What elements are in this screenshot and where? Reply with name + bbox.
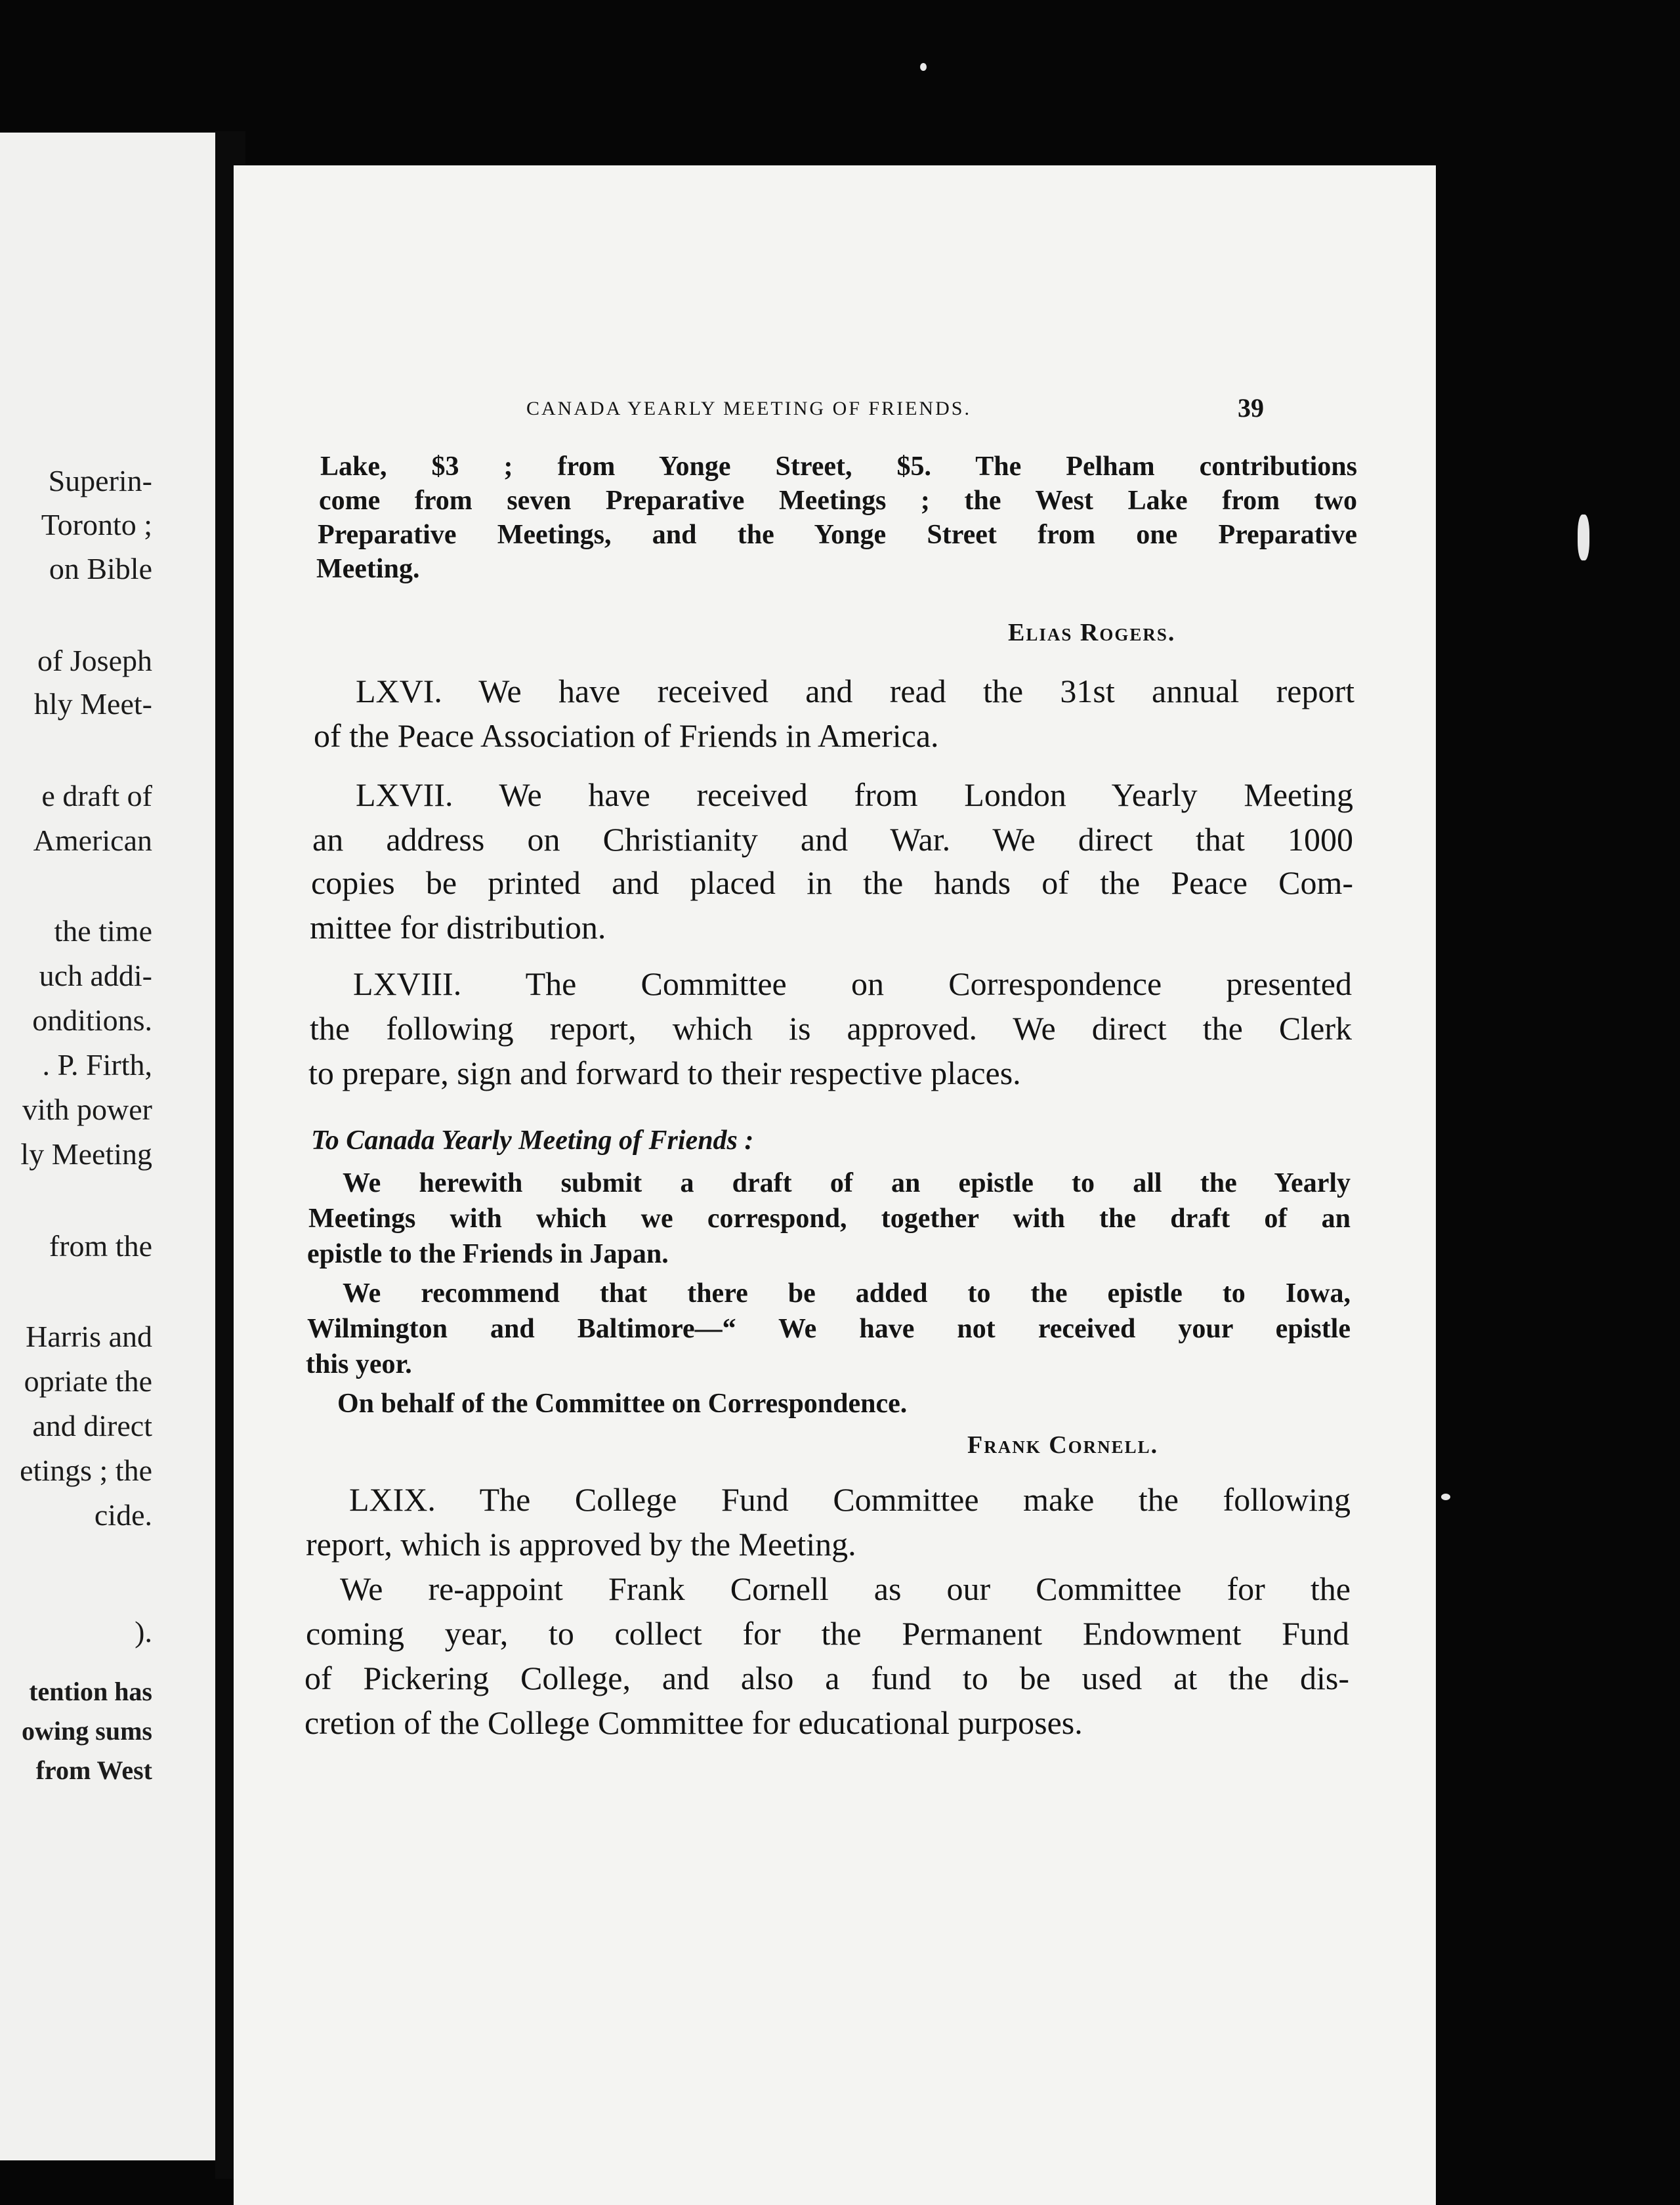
running-head: CANADA YEARLY MEETING OF FRIENDS. bbox=[526, 398, 971, 419]
book-page bbox=[234, 165, 1436, 2205]
left-line: tention has bbox=[29, 1677, 152, 1706]
text-line: We re-appoint Frank Cornell as our Committee for the bbox=[340, 1570, 1351, 1607]
left-line: . P. Firth, bbox=[42, 1048, 152, 1082]
text-line: Preparative Meetings, and the Yonge Street from one Preparative bbox=[318, 520, 1357, 550]
left-page-fragment bbox=[0, 133, 215, 2160]
report-address: To Canada Yearly Meeting of Friends : bbox=[311, 1125, 754, 1156]
left-line: ). bbox=[135, 1615, 152, 1648]
text-line: LXVIII. The Committee on Correspondence presented bbox=[353, 965, 1352, 1002]
left-line: hly Meet- bbox=[33, 687, 152, 721]
text-line: LXVII. We have received from London Yearly Meeting bbox=[356, 776, 1353, 813]
left-line: ly Meeting bbox=[20, 1137, 152, 1171]
scan-speck bbox=[1441, 1494, 1450, 1500]
text-line: Meeting. bbox=[316, 554, 420, 584]
left-line: e draft of bbox=[41, 779, 152, 812]
left-line: on Bible bbox=[49, 552, 152, 585]
text-line: Meetings with which we correspond, together with the draft of an bbox=[308, 1204, 1351, 1234]
left-line: cide. bbox=[94, 1498, 152, 1532]
text-line: We herewith submit a draft of an epistle to all the Yearly bbox=[343, 1168, 1351, 1198]
text-line: come from seven Preparative Meetings ; the West Lake from two bbox=[319, 486, 1357, 516]
left-line: uch addi- bbox=[39, 959, 152, 992]
text-line: an address on Christianity and War. We direct that 1000 bbox=[312, 821, 1353, 858]
text-line: to prepare, sign and forward to their respective places. bbox=[308, 1055, 1021, 1091]
left-line: opriate the bbox=[24, 1364, 152, 1398]
text-line: LXIX. The College Fund Committee make the following bbox=[349, 1481, 1351, 1518]
left-line: vith power bbox=[22, 1093, 152, 1126]
text-line: of the Peace Association of Friends in America. bbox=[314, 717, 939, 754]
scan-speck bbox=[920, 63, 927, 71]
text-line: coming year, to collect for the Permanent Endowment Fund bbox=[306, 1615, 1349, 1652]
text-line: Lake, $3 ; from Yonge Street, $5. The Pelham contributions bbox=[320, 452, 1357, 482]
text-line: epistle to the Friends in Japan. bbox=[307, 1239, 669, 1269]
text-line: this yeor. bbox=[306, 1349, 412, 1379]
text-line: copies be printed and placed in the hands of the Peace Com- bbox=[311, 864, 1353, 901]
left-line: Toronto ; bbox=[41, 508, 152, 541]
text-line: cretion of the College Committee for educational purposes. bbox=[304, 1704, 1083, 1741]
signature-elias-rogers: Elias Rogers. bbox=[1008, 619, 1176, 646]
left-line: Superin- bbox=[48, 464, 152, 497]
text-line: Wilmington and Baltimore—“ We have not received your epistle bbox=[307, 1314, 1351, 1344]
left-line: owing sums bbox=[22, 1716, 152, 1746]
text-line: report, which is approved by the Meeting. bbox=[306, 1526, 856, 1563]
text-line: the following report, which is approved. We direct the Clerk bbox=[310, 1010, 1352, 1047]
text-line: LXVI. We have received and read the 31st annual report bbox=[356, 673, 1354, 709]
left-line: the time bbox=[54, 914, 152, 948]
left-line: onditions. bbox=[32, 1003, 152, 1037]
left-line: and direct bbox=[32, 1409, 152, 1442]
text-line: We recommend that there be added to the epistle to Iowa, bbox=[343, 1278, 1351, 1309]
left-line: etings ; the bbox=[20, 1454, 152, 1487]
page-number: 39 bbox=[1238, 393, 1264, 423]
left-line: from the bbox=[49, 1229, 152, 1263]
left-line: Harris and bbox=[26, 1320, 152, 1353]
text-line: mittee for distribution. bbox=[310, 909, 606, 946]
signature-frank-cornell: Frank Cornell. bbox=[967, 1431, 1159, 1459]
left-line: of Joseph bbox=[37, 644, 152, 677]
text-line: On behalf of the Committee on Correspondence. bbox=[337, 1389, 908, 1419]
left-line: from West bbox=[35, 1755, 152, 1785]
text-line: of Pickering College, and also a fund to be used at the dis- bbox=[304, 1660, 1349, 1696]
left-line: American bbox=[33, 824, 152, 857]
scan-speck bbox=[1578, 514, 1589, 560]
